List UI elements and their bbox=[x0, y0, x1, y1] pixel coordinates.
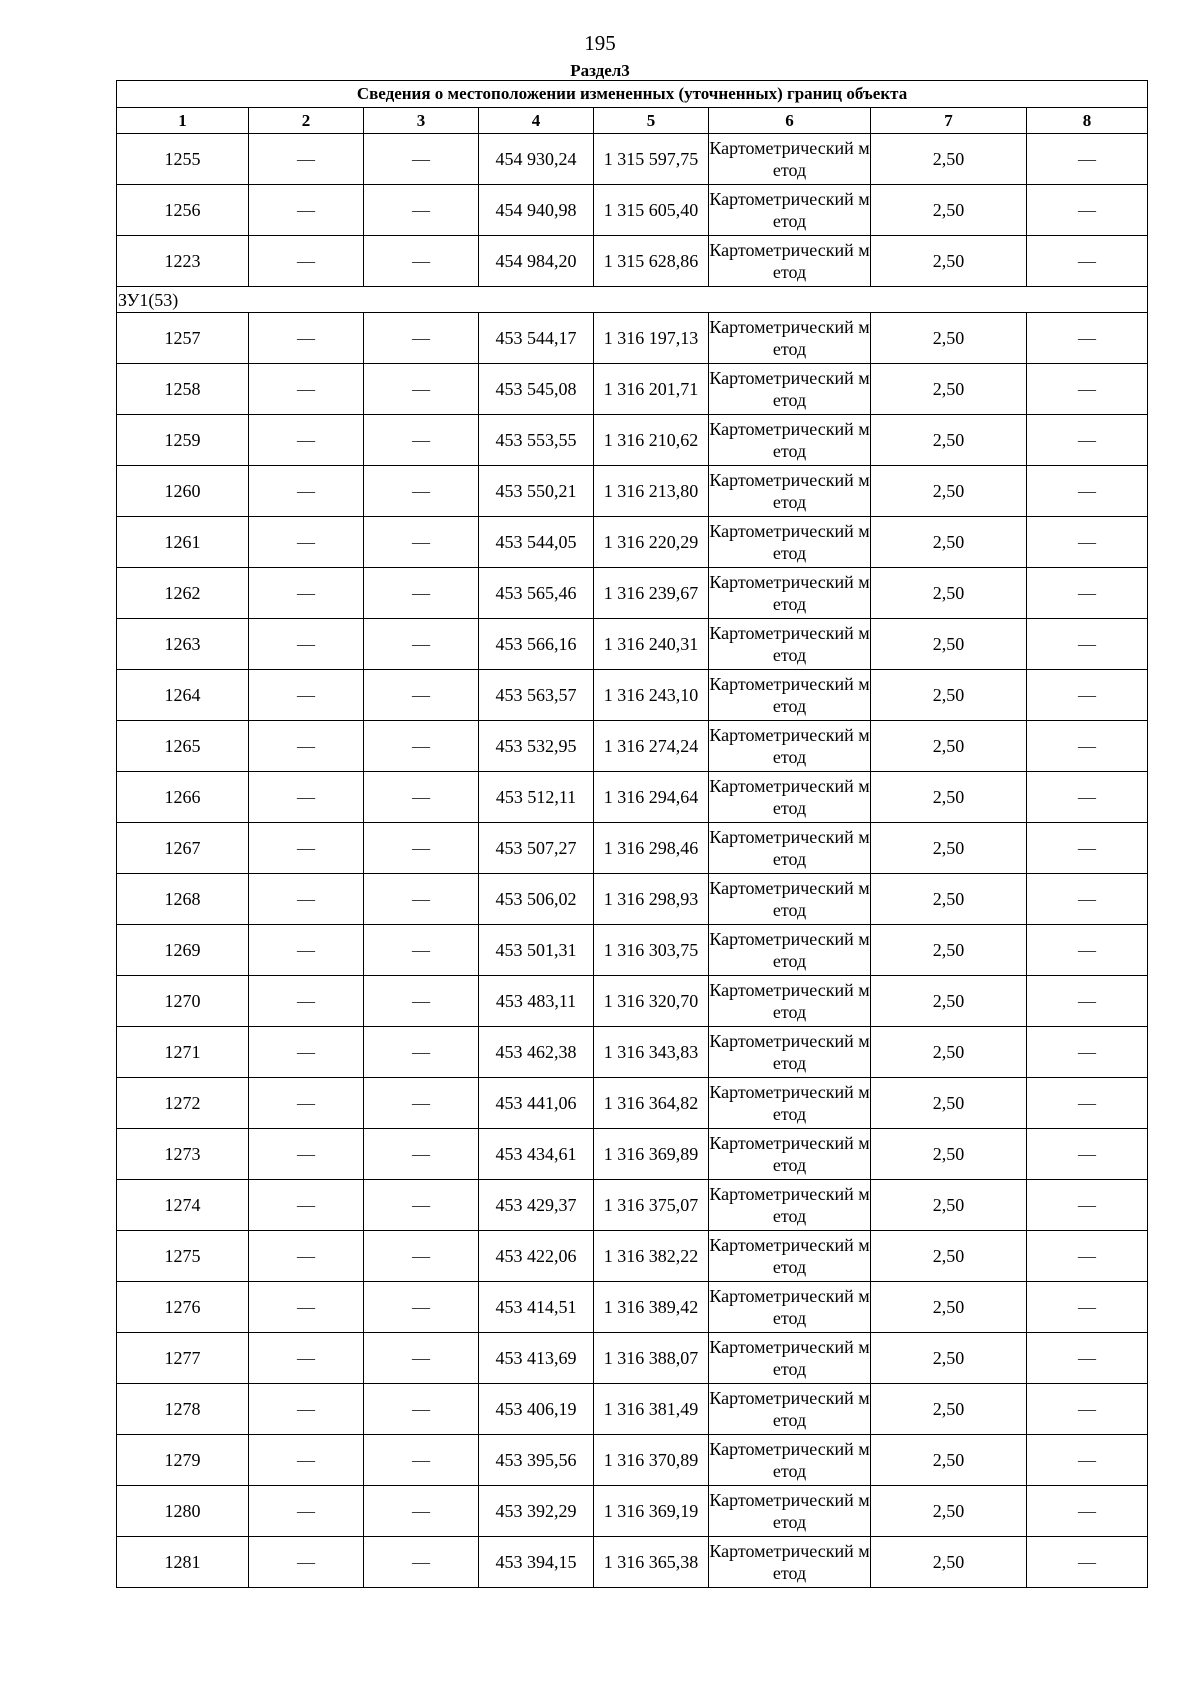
y-coordinate-cell: 1 316 369,19 bbox=[594, 1486, 709, 1537]
method-cell: Картометрический метод bbox=[709, 1384, 871, 1435]
cell-col8: — bbox=[1027, 415, 1148, 466]
point-number-cell: 1271 bbox=[117, 1027, 249, 1078]
table-caption: Сведения о местоположении измененных (уточненных) границ объекта bbox=[117, 81, 1148, 108]
cell-col3: — bbox=[364, 1333, 479, 1384]
x-coordinate-cell: 453 566,16 bbox=[479, 619, 594, 670]
table-row bbox=[117, 670, 1148, 721]
table-row bbox=[117, 1129, 1148, 1180]
x-coordinate-cell: 453 406,19 bbox=[479, 1384, 594, 1435]
table-row bbox=[117, 772, 1148, 823]
method-cell: Картометрический метод bbox=[709, 1027, 871, 1078]
point-number-cell: 1257 bbox=[117, 313, 249, 364]
table-row bbox=[117, 1384, 1148, 1435]
cell-col2: — bbox=[249, 185, 364, 236]
point-number-cell: 1256 bbox=[117, 185, 249, 236]
column-number: 2 bbox=[249, 108, 364, 134]
cell-col8: — bbox=[1027, 517, 1148, 568]
cell-col2: — bbox=[249, 619, 364, 670]
y-coordinate-cell: 1 316 220,29 bbox=[594, 517, 709, 568]
accuracy-cell: 2,50 bbox=[871, 1078, 1027, 1129]
table-body bbox=[117, 81, 1148, 1588]
y-coordinate-cell: 1 315 628,86 bbox=[594, 236, 709, 287]
point-number-cell: 1272 bbox=[117, 1078, 249, 1129]
point-number-cell: 1280 bbox=[117, 1486, 249, 1537]
accuracy-cell: 2,50 bbox=[871, 568, 1027, 619]
point-number-cell: 1276 bbox=[117, 1282, 249, 1333]
point-number-cell: 1269 bbox=[117, 925, 249, 976]
cell-col2: — bbox=[249, 670, 364, 721]
method-cell: Картометрический метод bbox=[709, 1180, 871, 1231]
method-cell: Картометрический метод bbox=[709, 313, 871, 364]
table-row bbox=[117, 1435, 1148, 1486]
point-number-cell: 1275 bbox=[117, 1231, 249, 1282]
cell-col2: — bbox=[249, 313, 364, 364]
accuracy-cell: 2,50 bbox=[871, 364, 1027, 415]
point-number-cell: 1265 bbox=[117, 721, 249, 772]
x-coordinate-cell: 453 553,55 bbox=[479, 415, 594, 466]
table-row bbox=[117, 1486, 1148, 1537]
cell-col3: — bbox=[364, 823, 479, 874]
table-row bbox=[117, 1282, 1148, 1333]
cell-col3: — bbox=[364, 1129, 479, 1180]
point-number-cell: 1262 bbox=[117, 568, 249, 619]
cell-col3: — bbox=[364, 1078, 479, 1129]
point-number-cell: 1278 bbox=[117, 1384, 249, 1435]
method-cell: Картометрический метод bbox=[709, 619, 871, 670]
table-row bbox=[117, 823, 1148, 874]
method-cell: Картометрический метод bbox=[709, 976, 871, 1027]
cell-col8: — bbox=[1027, 313, 1148, 364]
y-coordinate-cell: 1 316 298,46 bbox=[594, 823, 709, 874]
cell-col2: — bbox=[249, 415, 364, 466]
cell-col2: — bbox=[249, 568, 364, 619]
cell-col8: — bbox=[1027, 721, 1148, 772]
point-number-cell: 1267 bbox=[117, 823, 249, 874]
y-coordinate-cell: 1 316 365,38 bbox=[594, 1537, 709, 1588]
cell-col3: — bbox=[364, 1180, 479, 1231]
table-row bbox=[117, 185, 1148, 236]
cell-col3: — bbox=[364, 313, 479, 364]
cell-col8: — bbox=[1027, 925, 1148, 976]
cell-col3: — bbox=[364, 670, 479, 721]
cell-col2: — bbox=[249, 1333, 364, 1384]
x-coordinate-cell: 453 544,17 bbox=[479, 313, 594, 364]
point-number-cell: 1261 bbox=[117, 517, 249, 568]
table-row bbox=[117, 874, 1148, 925]
method-cell: Картометрический метод bbox=[709, 823, 871, 874]
cell-col2: — bbox=[249, 1027, 364, 1078]
cell-col2: — bbox=[249, 1537, 364, 1588]
method-cell: Картометрический метод bbox=[709, 568, 871, 619]
y-coordinate-cell: 1 316 388,07 bbox=[594, 1333, 709, 1384]
section-title: Раздел3 bbox=[570, 61, 630, 80]
accuracy-cell: 2,50 bbox=[871, 823, 1027, 874]
x-coordinate-cell: 454 984,20 bbox=[479, 236, 594, 287]
y-coordinate-cell: 1 316 320,70 bbox=[594, 976, 709, 1027]
table-row bbox=[117, 1537, 1148, 1588]
accuracy-cell: 2,50 bbox=[871, 619, 1027, 670]
y-coordinate-cell: 1 316 197,13 bbox=[594, 313, 709, 364]
method-cell: Картометрический метод bbox=[709, 1129, 871, 1180]
table-row bbox=[117, 313, 1148, 364]
cell-col2: — bbox=[249, 976, 364, 1027]
y-coordinate-cell: 1 316 240,31 bbox=[594, 619, 709, 670]
cell-col8: — bbox=[1027, 1486, 1148, 1537]
accuracy-cell: 2,50 bbox=[871, 1282, 1027, 1333]
point-number-cell: 1277 bbox=[117, 1333, 249, 1384]
cell-col3: — bbox=[364, 1435, 479, 1486]
accuracy-cell: 2,50 bbox=[871, 1231, 1027, 1282]
y-coordinate-cell: 1 316 210,62 bbox=[594, 415, 709, 466]
cell-col8: — bbox=[1027, 772, 1148, 823]
point-number-cell: 1281 bbox=[117, 1537, 249, 1588]
y-coordinate-cell: 1 316 274,24 bbox=[594, 721, 709, 772]
cell-col8: — bbox=[1027, 1129, 1148, 1180]
accuracy-cell: 2,50 bbox=[871, 1180, 1027, 1231]
table-row bbox=[117, 415, 1148, 466]
x-coordinate-cell: 453 394,15 bbox=[479, 1537, 594, 1588]
y-coordinate-cell: 1 316 201,71 bbox=[594, 364, 709, 415]
cell-col3: — bbox=[364, 364, 479, 415]
x-coordinate-cell: 453 565,46 bbox=[479, 568, 594, 619]
x-coordinate-cell: 453 414,51 bbox=[479, 1282, 594, 1333]
method-cell: Картометрический метод bbox=[709, 1078, 871, 1129]
cell-col3: — bbox=[364, 466, 479, 517]
table-row bbox=[117, 517, 1148, 568]
cell-col2: — bbox=[249, 364, 364, 415]
y-coordinate-cell: 1 316 375,07 bbox=[594, 1180, 709, 1231]
point-number-cell: 1260 bbox=[117, 466, 249, 517]
method-cell: Картометрический метод bbox=[709, 721, 871, 772]
table-row bbox=[117, 1027, 1148, 1078]
cell-col8: — bbox=[1027, 364, 1148, 415]
x-coordinate-cell: 453 512,11 bbox=[479, 772, 594, 823]
table-row bbox=[117, 1078, 1148, 1129]
x-coordinate-cell: 453 395,56 bbox=[479, 1435, 594, 1486]
cell-col8: — bbox=[1027, 134, 1148, 185]
point-number-cell: 1279 bbox=[117, 1435, 249, 1486]
table-row bbox=[117, 1231, 1148, 1282]
method-cell: Картометрический метод bbox=[709, 466, 871, 517]
cell-col2: — bbox=[249, 517, 364, 568]
table-row bbox=[117, 976, 1148, 1027]
cell-col2: — bbox=[249, 1180, 364, 1231]
accuracy-cell: 2,50 bbox=[871, 874, 1027, 925]
column-number: 6 bbox=[709, 108, 871, 134]
cell-col8: — bbox=[1027, 1333, 1148, 1384]
cell-col2: — bbox=[249, 1384, 364, 1435]
cell-col2: — bbox=[249, 874, 364, 925]
cell-col3: — bbox=[364, 976, 479, 1027]
point-number-cell: 1258 bbox=[117, 364, 249, 415]
cell-col8: — bbox=[1027, 236, 1148, 287]
cell-col8: — bbox=[1027, 568, 1148, 619]
cell-col2: — bbox=[249, 1129, 364, 1180]
x-coordinate-cell: 453 434,61 bbox=[479, 1129, 594, 1180]
cell-col2: — bbox=[249, 1231, 364, 1282]
cell-col8: — bbox=[1027, 1027, 1148, 1078]
table-row bbox=[117, 134, 1148, 185]
method-cell: Картометрический метод bbox=[709, 517, 871, 568]
accuracy-cell: 2,50 bbox=[871, 134, 1027, 185]
x-coordinate-cell: 453 413,69 bbox=[479, 1333, 594, 1384]
column-number: 5 bbox=[594, 108, 709, 134]
cell-col8: — bbox=[1027, 1384, 1148, 1435]
x-coordinate-cell: 453 545,08 bbox=[479, 364, 594, 415]
x-coordinate-cell: 453 429,37 bbox=[479, 1180, 594, 1231]
group-label: ЗУ1(53) bbox=[117, 287, 1148, 313]
y-coordinate-cell: 1 316 303,75 bbox=[594, 925, 709, 976]
cell-col2: — bbox=[249, 925, 364, 976]
cell-col8: — bbox=[1027, 670, 1148, 721]
table-row bbox=[117, 721, 1148, 772]
method-cell: Картометрический метод bbox=[709, 1231, 871, 1282]
cell-col2: — bbox=[249, 134, 364, 185]
cell-col2: — bbox=[249, 1078, 364, 1129]
cell-col8: — bbox=[1027, 874, 1148, 925]
cell-col2: — bbox=[249, 1435, 364, 1486]
table-row bbox=[117, 925, 1148, 976]
method-cell: Картометрический метод bbox=[709, 1486, 871, 1537]
cell-col3: — bbox=[364, 721, 479, 772]
point-number-cell: 1223 bbox=[117, 236, 249, 287]
accuracy-cell: 2,50 bbox=[871, 1486, 1027, 1537]
cell-col3: — bbox=[364, 1384, 479, 1435]
cell-col8: — bbox=[1027, 976, 1148, 1027]
accuracy-cell: 2,50 bbox=[871, 1333, 1027, 1384]
table-row bbox=[117, 1333, 1148, 1384]
accuracy-cell: 2,50 bbox=[871, 1129, 1027, 1180]
cell-col8: — bbox=[1027, 823, 1148, 874]
cell-col8: — bbox=[1027, 466, 1148, 517]
cell-col8: — bbox=[1027, 1231, 1148, 1282]
accuracy-cell: 2,50 bbox=[871, 313, 1027, 364]
cell-col8: — bbox=[1027, 1282, 1148, 1333]
cell-col3: — bbox=[364, 134, 479, 185]
cell-col8: — bbox=[1027, 619, 1148, 670]
accuracy-cell: 2,50 bbox=[871, 466, 1027, 517]
cell-col3: — bbox=[364, 874, 479, 925]
y-coordinate-cell: 1 316 370,89 bbox=[594, 1435, 709, 1486]
point-number-cell: 1270 bbox=[117, 976, 249, 1027]
cell-col3: — bbox=[364, 568, 479, 619]
accuracy-cell: 2,50 bbox=[871, 925, 1027, 976]
accuracy-cell: 2,50 bbox=[871, 670, 1027, 721]
column-number: 4 bbox=[479, 108, 594, 134]
cell-col8: — bbox=[1027, 1537, 1148, 1588]
accuracy-cell: 2,50 bbox=[871, 772, 1027, 823]
table-caption-row bbox=[117, 81, 1148, 108]
x-coordinate-cell: 453 563,57 bbox=[479, 670, 594, 721]
accuracy-cell: 2,50 bbox=[871, 185, 1027, 236]
y-coordinate-cell: 1 315 605,40 bbox=[594, 185, 709, 236]
y-coordinate-cell: 1 316 298,93 bbox=[594, 874, 709, 925]
accuracy-cell: 2,50 bbox=[871, 1537, 1027, 1588]
table-row bbox=[117, 236, 1148, 287]
accuracy-cell: 2,50 bbox=[871, 976, 1027, 1027]
cell-col3: — bbox=[364, 517, 479, 568]
point-number-cell: 1268 bbox=[117, 874, 249, 925]
point-number-cell: 1274 bbox=[117, 1180, 249, 1231]
cell-col3: — bbox=[364, 925, 479, 976]
x-coordinate-cell: 453 441,06 bbox=[479, 1078, 594, 1129]
y-coordinate-cell: 1 316 364,82 bbox=[594, 1078, 709, 1129]
table-row bbox=[117, 1180, 1148, 1231]
y-coordinate-cell: 1 316 294,64 bbox=[594, 772, 709, 823]
cell-col8: — bbox=[1027, 1435, 1148, 1486]
accuracy-cell: 2,50 bbox=[871, 415, 1027, 466]
x-coordinate-cell: 453 462,38 bbox=[479, 1027, 594, 1078]
method-cell: Картометрический метод bbox=[709, 1282, 871, 1333]
y-coordinate-cell: 1 316 369,89 bbox=[594, 1129, 709, 1180]
column-number-row bbox=[117, 108, 1148, 134]
cell-col3: — bbox=[364, 772, 479, 823]
point-number-cell: 1259 bbox=[117, 415, 249, 466]
y-coordinate-cell: 1 316 213,80 bbox=[594, 466, 709, 517]
cell-col2: — bbox=[249, 1486, 364, 1537]
cell-col2: — bbox=[249, 823, 364, 874]
accuracy-cell: 2,50 bbox=[871, 1435, 1027, 1486]
method-cell: Картометрический метод bbox=[709, 772, 871, 823]
accuracy-cell: 2,50 bbox=[871, 1384, 1027, 1435]
x-coordinate-cell: 453 506,02 bbox=[479, 874, 594, 925]
cell-col2: — bbox=[249, 721, 364, 772]
table-row bbox=[117, 466, 1148, 517]
column-number: 3 bbox=[364, 108, 479, 134]
table-row bbox=[117, 619, 1148, 670]
cell-col2: — bbox=[249, 772, 364, 823]
coordinates-table bbox=[116, 80, 1148, 1588]
accuracy-cell: 2,50 bbox=[871, 236, 1027, 287]
accuracy-cell: 2,50 bbox=[871, 517, 1027, 568]
method-cell: Картометрический метод bbox=[709, 236, 871, 287]
point-number-cell: 1266 bbox=[117, 772, 249, 823]
y-coordinate-cell: 1 316 239,67 bbox=[594, 568, 709, 619]
cell-col3: — bbox=[364, 415, 479, 466]
method-cell: Картометрический метод bbox=[709, 670, 871, 721]
cell-col3: — bbox=[364, 1231, 479, 1282]
point-number-cell: 1264 bbox=[117, 670, 249, 721]
method-cell: Картометрический метод bbox=[709, 1435, 871, 1486]
x-coordinate-cell: 453 501,31 bbox=[479, 925, 594, 976]
page-number: 195 bbox=[584, 31, 616, 55]
cell-col3: — bbox=[364, 1282, 479, 1333]
cell-col3: — bbox=[364, 619, 479, 670]
method-cell: Картометрический метод bbox=[709, 415, 871, 466]
x-coordinate-cell: 453 507,27 bbox=[479, 823, 594, 874]
method-cell: Картометрический метод bbox=[709, 364, 871, 415]
x-coordinate-cell: 453 550,21 bbox=[479, 466, 594, 517]
point-number-cell: 1273 bbox=[117, 1129, 249, 1180]
method-cell: Картометрический метод bbox=[709, 874, 871, 925]
method-cell: Картометрический метод bbox=[709, 1333, 871, 1384]
x-coordinate-cell: 454 930,24 bbox=[479, 134, 594, 185]
cell-col3: — bbox=[364, 1537, 479, 1588]
table-row bbox=[117, 568, 1148, 619]
method-cell: Картометрический метод bbox=[709, 134, 871, 185]
x-coordinate-cell: 453 532,95 bbox=[479, 721, 594, 772]
y-coordinate-cell: 1 316 243,10 bbox=[594, 670, 709, 721]
cell-col3: — bbox=[364, 236, 479, 287]
method-cell: Картометрический метод bbox=[709, 1537, 871, 1588]
y-coordinate-cell: 1 315 597,75 bbox=[594, 134, 709, 185]
cell-col3: — bbox=[364, 185, 479, 236]
cell-col8: — bbox=[1027, 1180, 1148, 1231]
method-cell: Картометрический метод bbox=[709, 185, 871, 236]
x-coordinate-cell: 453 392,29 bbox=[479, 1486, 594, 1537]
cell-col2: — bbox=[249, 1282, 364, 1333]
column-number: 7 bbox=[871, 108, 1027, 134]
cell-col2: — bbox=[249, 466, 364, 517]
cell-col8: — bbox=[1027, 185, 1148, 236]
table-row bbox=[117, 364, 1148, 415]
column-number: 8 bbox=[1027, 108, 1148, 134]
y-coordinate-cell: 1 316 381,49 bbox=[594, 1384, 709, 1435]
y-coordinate-cell: 1 316 343,83 bbox=[594, 1027, 709, 1078]
cell-col8: — bbox=[1027, 1078, 1148, 1129]
cell-col2: — bbox=[249, 236, 364, 287]
accuracy-cell: 2,50 bbox=[871, 721, 1027, 772]
point-number-cell: 1263 bbox=[117, 619, 249, 670]
point-number-cell: 1255 bbox=[117, 134, 249, 185]
cell-col3: — bbox=[364, 1027, 479, 1078]
method-cell: Картометрический метод bbox=[709, 925, 871, 976]
y-coordinate-cell: 1 316 389,42 bbox=[594, 1282, 709, 1333]
x-coordinate-cell: 453 483,11 bbox=[479, 976, 594, 1027]
accuracy-cell: 2,50 bbox=[871, 1027, 1027, 1078]
x-coordinate-cell: 454 940,98 bbox=[479, 185, 594, 236]
cell-col3: — bbox=[364, 1486, 479, 1537]
y-coordinate-cell: 1 316 382,22 bbox=[594, 1231, 709, 1282]
group-row bbox=[117, 287, 1148, 313]
column-number: 1 bbox=[117, 108, 249, 134]
x-coordinate-cell: 453 544,05 bbox=[479, 517, 594, 568]
x-coordinate-cell: 453 422,06 bbox=[479, 1231, 594, 1282]
